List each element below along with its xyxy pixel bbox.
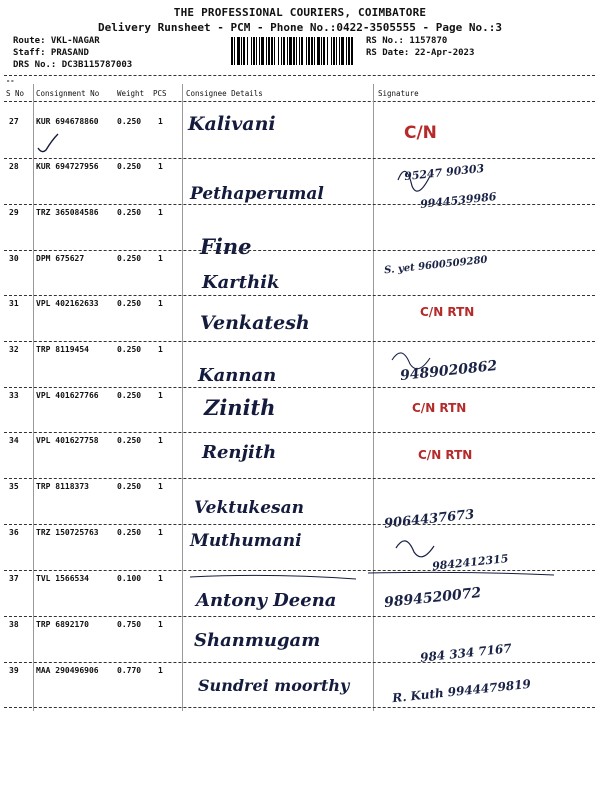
consignment-number: VPL 402162633 xyxy=(36,299,99,308)
weight-value: 0.250 xyxy=(117,299,142,308)
row-sno: 30 xyxy=(9,254,19,263)
consignee-handwriting: Muthumani xyxy=(190,531,302,551)
row-sno: 28 xyxy=(9,162,19,171)
row-sno: 36 xyxy=(9,528,19,537)
consignee-handwriting: Venkatesh xyxy=(200,312,310,334)
runsheet-subtitle: Delivery Runsheet - PCM - Phone No.:0422-3505555 - Page No.:3 xyxy=(98,21,502,34)
signature-stroke xyxy=(396,541,434,557)
divider-bottom xyxy=(4,707,595,708)
pcs-count: 1 xyxy=(158,436,163,445)
column-header-signature: Signature xyxy=(378,89,419,98)
drs-number: DRS No.: DC3B115787003 xyxy=(13,60,133,70)
weight-value: 0.250 xyxy=(117,117,142,126)
signature-handwriting: 95247 90303 xyxy=(403,161,485,184)
pen-line xyxy=(190,575,356,579)
weight-value: 0.770 xyxy=(117,666,142,675)
tick-mark xyxy=(38,134,58,152)
consignee-handwriting: Zinith xyxy=(204,395,276,420)
signature-handwriting: 9842412315 xyxy=(431,552,510,573)
signature-handwriting: 9064437673 xyxy=(383,507,476,532)
pen-line xyxy=(368,572,554,575)
signature-stroke xyxy=(398,171,430,191)
consignee-handwriting: Shanmugam xyxy=(194,630,321,651)
rs-date: RS Date: 22-Apr-2023 xyxy=(366,48,475,58)
pcs-count: 1 xyxy=(158,666,163,675)
weight-value: 0.250 xyxy=(117,482,142,491)
consignment-number: TRZ 150725763 xyxy=(36,528,99,537)
pcs-count: 1 xyxy=(158,391,163,400)
consignment-number: TRP 6892170 xyxy=(36,620,89,629)
row-sno: 37 xyxy=(9,574,19,583)
consignment-number: TRZ 365084586 xyxy=(36,208,99,217)
row-sno: 27 xyxy=(9,117,19,126)
signature-stroke xyxy=(392,353,430,369)
weight-value: 0.750 xyxy=(117,620,142,629)
weight-value: 0.250 xyxy=(117,208,142,217)
dash-marker: -- xyxy=(6,77,15,85)
consignee-handwriting: Kannan xyxy=(198,365,277,386)
pcs-count: 1 xyxy=(158,208,163,217)
consignee-handwriting: Renjith xyxy=(202,442,277,463)
consignee-handwriting: Sundrei moorthy xyxy=(198,676,350,695)
column-header-weight: Weight xyxy=(117,89,145,98)
column-header-sno: S No xyxy=(6,89,25,98)
signature-handwriting: C/N RTN xyxy=(420,305,475,319)
weight-value: 0.100 xyxy=(117,574,142,583)
pcs-count: 1 xyxy=(158,528,163,537)
row-sno: 38 xyxy=(9,620,19,629)
row-sno: 32 xyxy=(9,345,19,354)
consignment-number: TRP 8118373 xyxy=(36,482,89,491)
pcs-count: 1 xyxy=(158,574,163,583)
consignee-handwriting: Antony Deena xyxy=(196,590,337,611)
consignee-handwriting: Fine xyxy=(200,234,252,259)
signature-handwriting: 9489020862 xyxy=(399,357,498,385)
weight-value: 0.250 xyxy=(117,436,142,445)
signature-handwriting: 984 334 7167 xyxy=(419,641,513,665)
rs-number: RS No.: 1157870 xyxy=(366,36,448,46)
weight-value: 0.250 xyxy=(117,391,142,400)
pcs-count: 1 xyxy=(158,345,163,354)
pcs-count: 1 xyxy=(158,117,163,126)
weight-value: 0.250 xyxy=(117,162,142,171)
weight-value: 0.250 xyxy=(117,254,142,263)
consignment-number: MAA 290496906 xyxy=(36,666,99,675)
company-name: THE PROFESSIONAL COURIERS, COIMBATORE xyxy=(173,6,427,19)
consignment-number: VPL 401627766 xyxy=(36,391,99,400)
signature-handwriting: S. yet 9600509280 xyxy=(383,254,488,277)
pcs-count: 1 xyxy=(158,162,163,171)
signature-handwriting: R. Kuth 9944479819 xyxy=(391,676,532,706)
pcs-count: 1 xyxy=(158,299,163,308)
weight-value: 0.250 xyxy=(117,528,142,537)
consignment-number: VPL 401627758 xyxy=(36,436,99,445)
consignment-number: TVL 1566534 xyxy=(36,574,89,583)
column-header-consignee: Consignee Details xyxy=(186,89,263,98)
row-sno: 31 xyxy=(9,299,19,308)
consignment-number: KUR 694678860 xyxy=(36,117,99,126)
consignment-number: KUR 694727956 xyxy=(36,162,99,171)
staff-label: Staff: PRASAND xyxy=(13,48,89,58)
signature-handwriting: C/N xyxy=(404,123,437,143)
signature-handwriting: 9944539986 xyxy=(419,190,498,211)
row-sno: 34 xyxy=(9,436,19,445)
consignee-handwriting: Vektukesan xyxy=(194,498,304,518)
pcs-count: 1 xyxy=(158,482,163,491)
weight-value: 0.250 xyxy=(117,345,142,354)
signature-handwriting: 9894520072 xyxy=(383,584,482,612)
signature-handwriting: C/N RTN xyxy=(418,448,473,462)
row-sno: 29 xyxy=(9,208,19,217)
row-sno: 39 xyxy=(9,666,19,675)
consignee-handwriting: Kalivani xyxy=(188,113,276,135)
consignee-handwriting: Pethaperumal xyxy=(190,184,324,204)
column-header-consignment: Consignment No xyxy=(36,89,100,98)
signature-handwriting: C/N RTN xyxy=(412,401,467,415)
consignment-number: DPM 675627 xyxy=(36,254,85,263)
route-label: Route: VKL-NAGAR xyxy=(13,36,100,46)
column-header-pcs: PCS xyxy=(153,89,167,98)
pcs-count: 1 xyxy=(158,620,163,629)
row-sno: 33 xyxy=(9,391,19,400)
row-sno: 35 xyxy=(9,482,19,491)
consignee-handwriting: Karthik xyxy=(202,272,280,293)
pcs-count: 1 xyxy=(158,254,163,263)
consignment-number: TRP 8119454 xyxy=(36,345,89,354)
